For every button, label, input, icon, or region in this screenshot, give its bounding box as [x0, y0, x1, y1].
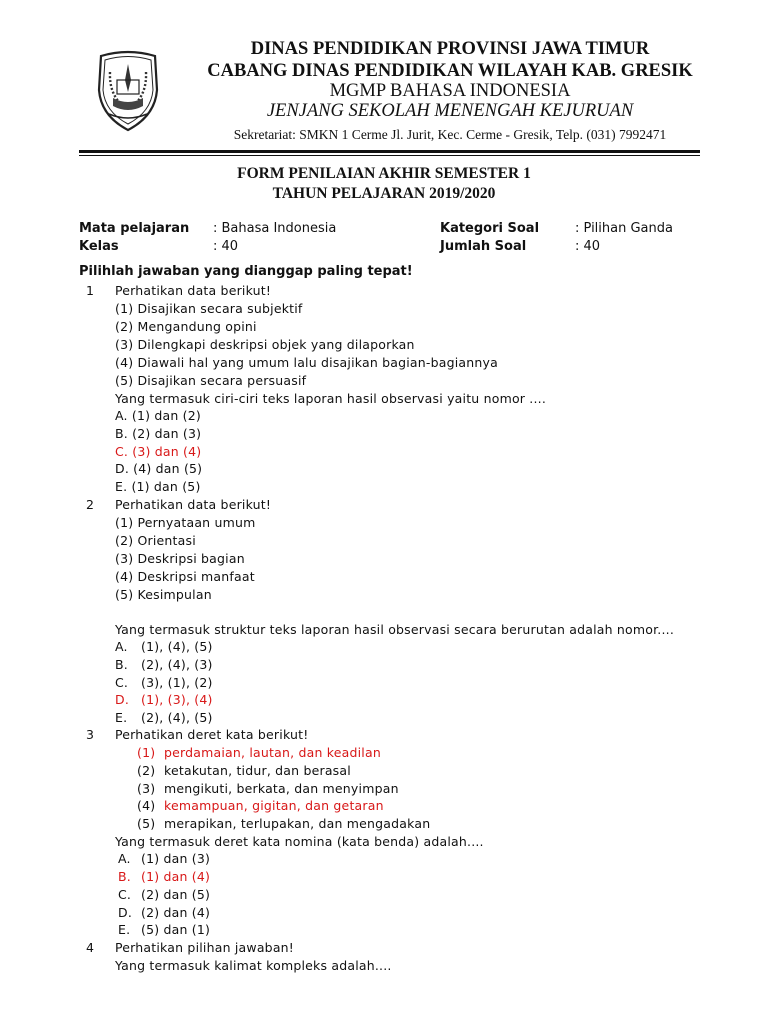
data-item: (2) Mengandung opini [115, 319, 257, 334]
question-stem: Yang termasuk kalimat kompleks adalah.... [115, 958, 392, 973]
option-text: (1), (4), (5) [141, 639, 213, 654]
option-text: (2), (4), (5) [141, 710, 213, 725]
instruction: Pilihlah jawaban yang dianggap paling tepat! [79, 264, 413, 279]
option-text: (1) dan (3) [141, 851, 211, 866]
word-item: mengikuti, berkata, dan menyimpan [164, 781, 399, 796]
option-letter: E. [115, 710, 128, 725]
word-item-highlighted: kemampuan, gigitan, dan getaran [164, 798, 384, 813]
form-title: FORM PENILAIAN AKHIR SEMESTER 1 [237, 165, 531, 182]
question-intro: Perhatikan pilihan jawaban! [115, 940, 295, 955]
option-letter-correct: B. [118, 869, 131, 884]
data-item: (1) Disajikan secara subjektif [115, 301, 303, 316]
word-item: ketakutan, tidur, dan berasal [164, 763, 351, 778]
question-number: 4 [86, 940, 95, 955]
question-number: 2 [86, 497, 95, 512]
category-value: : Pilihan Ganda [575, 221, 673, 236]
question-intro: Perhatikan deret kata berikut! [115, 727, 309, 742]
question-stem: Yang termasuk deret kata nomina (kata benda) adalah.... [115, 834, 484, 849]
data-item: (2) Orientasi [115, 533, 196, 548]
option-letter: E. [118, 922, 131, 937]
category-label: Kategori Soal [440, 221, 540, 236]
option-letter: A. [115, 639, 128, 654]
letterhead-level: JENJANG SEKOLAH MENENGAH KEJURUAN [266, 101, 634, 121]
option-text: (2), (4), (3) [141, 657, 213, 672]
letterhead-secretariat: Sekretariat: SMKN 1 Cerme Jl. Jurit, Kec. Cerme - Gresik, Telp. (031) 7992471 [233, 127, 667, 142]
question-number: 3 [86, 727, 95, 742]
data-item: (3) Dilengkapi deskripsi objek yang dilaporkan [115, 337, 415, 352]
option-letter: C. [118, 887, 132, 902]
subject-label: Mata pelajaran [79, 221, 190, 236]
letterhead [0, 0, 768, 158]
option-letter: D. [118, 905, 132, 920]
option-letter: A. [118, 851, 131, 866]
question-intro: Perhatikan data berikut! [115, 497, 272, 512]
word-item-highlighted: perdamaian, lautan, dan keadilan [164, 745, 381, 760]
word-item-number: (4) [137, 798, 156, 813]
data-item: (1) Pernyataan umum [115, 515, 256, 530]
data-item: (3) Deskripsi bagian [115, 551, 245, 566]
count-label: Jumlah Soal [440, 239, 527, 254]
option-text: (2) dan (5) [141, 887, 211, 902]
option-text-correct: (1) dan (4) [141, 869, 211, 884]
data-item: (5) Disajikan secara persuasif [115, 373, 307, 388]
word-item-number: (3) [137, 781, 156, 796]
answer-option: D. (4) dan (5) [115, 461, 203, 476]
option-letter: C. [115, 675, 129, 690]
option-letter: B. [115, 657, 128, 672]
letterhead-agency: DINAS PENDIDIKAN PROVINSI JAWA TIMUR [250, 39, 650, 59]
data-item: (4) Deskripsi manfaat [115, 569, 255, 584]
data-item: (5) Kesimpulan [115, 587, 212, 602]
count-value: : 40 [575, 239, 601, 254]
form-year: TAHUN PELAJARAN 2019/2020 [272, 185, 496, 202]
word-item-number: (5) [137, 816, 156, 831]
letterhead-mgmp: MGMP BAHASA INDONESIA [329, 81, 571, 101]
question-intro: Perhatikan data berikut! [115, 283, 272, 298]
question-stem: Yang termasuk ciri-ciri teks laporan hasil observasi yaitu nomor .... [115, 391, 547, 406]
word-item: merapikan, terlupakan, dan mengadakan [164, 816, 431, 831]
answer-option: E. (1) dan (5) [115, 479, 201, 494]
word-item-number: (2) [137, 763, 156, 778]
letterhead-rule-thick [79, 150, 700, 153]
option-letter-correct: D. [115, 692, 129, 707]
answer-option: A. (1) dan (2) [115, 408, 201, 423]
answer-option: B. (2) dan (3) [115, 426, 202, 441]
option-text: (2) dan (4) [141, 905, 211, 920]
class-label: Kelas [79, 239, 119, 254]
subject-value: : Bahasa Indonesia [213, 221, 337, 236]
letterhead-rule-thin [79, 155, 700, 156]
class-value: : 40 [213, 239, 239, 254]
option-text: (3), (1), (2) [141, 675, 213, 690]
answer-option-correct: C. (3) dan (4) [115, 444, 202, 459]
letterhead-branch: CABANG DINAS PENDIDIKAN WILAYAH KAB. GRESIK [207, 61, 693, 81]
option-text: (5) dan (1) [141, 922, 211, 937]
question-number: 1 [86, 283, 95, 298]
word-item-number-highlighted: (1) [137, 745, 156, 760]
data-item: (4) Diawali hal yang umum lalu disajikan bagian-bagiannya [115, 355, 498, 370]
question-stem: Yang termasuk struktur teks laporan hasil observasi secara berurutan adalah nomor.... [115, 622, 675, 637]
option-text-correct: (1), (3), (4) [141, 692, 213, 707]
